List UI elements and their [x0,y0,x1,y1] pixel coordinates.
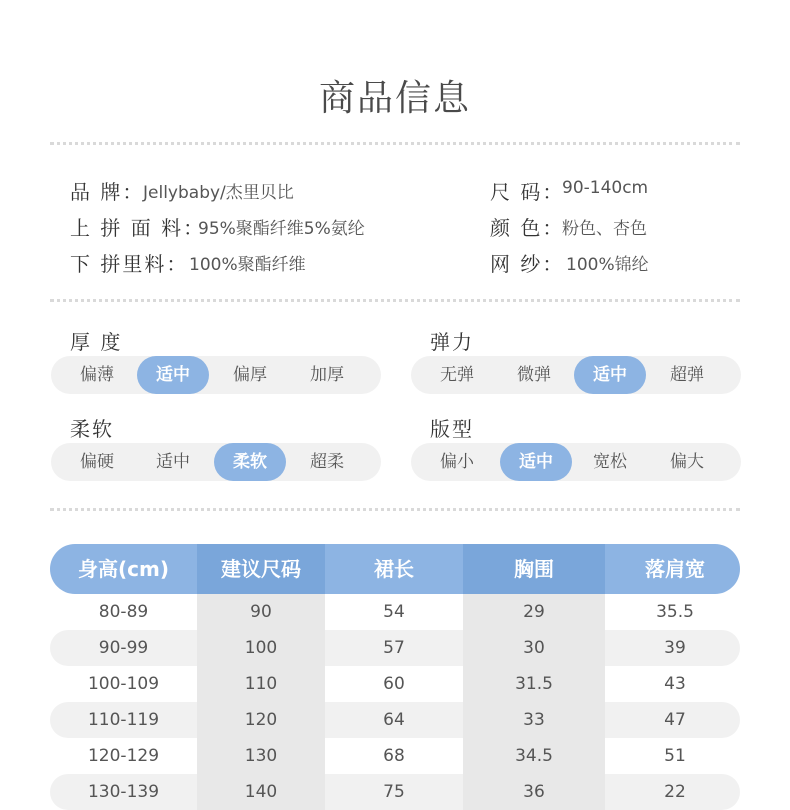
elasticity-option: 微弹 [517,365,551,385]
table-cell: 22 [664,782,686,802]
header-dress-length: 裙长 [374,557,414,581]
dotted-divider [50,508,740,511]
table-cell: 54 [383,602,405,622]
size-value: 90-140cm [562,178,649,198]
header-size: 建议尺码 [221,557,301,581]
table-cell: 90-99 [98,638,149,658]
fit-option: 偏大 [670,452,704,472]
softness-title: 柔软 [70,417,114,441]
softness-scale [51,443,381,481]
thickness-scale [51,356,381,394]
mesh-value: 100%锦纶 [566,255,649,275]
table-cell: 60 [383,674,405,694]
size-label: 尺 码： [490,180,565,204]
softness-option-selected: 柔软 [214,443,286,481]
table-cell: 110 [244,674,278,694]
table-cell: 31.5 [515,674,553,694]
elasticity-scale [411,356,741,394]
table-cell: 33 [523,710,545,730]
table-cell: 30 [523,638,545,658]
mesh-label: 网 纱： [490,252,565,276]
upper-fabric-value: 95%聚酯纤维5%氨纶 [198,219,365,239]
elasticity-option: 超弹 [670,365,704,385]
table-cell: 120 [244,710,278,730]
fit-title: 版型 [430,417,474,441]
elasticity-title: 弹力 [430,330,474,354]
table-cell: 75 [383,782,405,802]
table-cell: 39 [664,638,686,658]
lower-fabric-label: 下 拼里料： [70,252,189,276]
brand-value: Jellybaby/杰里贝比 [143,183,294,203]
fit-option: 偏小 [440,452,474,472]
fit-option-selected: 适中 [500,443,572,481]
table-cell: 110-119 [87,710,160,730]
elasticity-option: 无弹 [440,365,474,385]
thickness-title: 厚 度 [70,330,123,354]
header-chest: 胸围 [514,557,554,581]
softness-option: 超柔 [310,452,344,472]
fit-scale [411,443,741,481]
table-cell: 130-139 [87,782,160,802]
table-cell: 68 [383,746,405,766]
color-value: 粉色、杏色 [562,219,647,239]
table-cell: 130 [244,746,278,766]
table-cell: 51 [664,746,686,766]
brand-label: 品 牌： [70,180,145,204]
table-cell: 35.5 [656,602,694,622]
color-label: 颜 色： [490,216,565,240]
table-cell: 64 [383,710,405,730]
thickness-option: 偏薄 [80,365,114,385]
table-cell: 57 [383,638,405,658]
softness-option: 偏硬 [80,452,114,472]
header-shoulder-width: 落肩宽 [645,557,705,581]
table-cell: 100-109 [87,674,160,694]
table-cell: 34.5 [515,746,553,766]
lower-fabric-value: 100%聚酯纤维 [189,255,306,275]
table-cell: 29 [523,602,545,622]
header-height: 身高(cm) [78,557,169,581]
elasticity-option-selected: 适中 [574,356,646,394]
table-cell: 47 [664,710,686,730]
dotted-divider [50,142,740,145]
dotted-divider [50,299,740,302]
softness-option: 适中 [156,452,190,472]
thickness-option: 偏厚 [233,365,267,385]
thickness-option: 加厚 [310,365,344,385]
table-cell: 36 [523,782,545,802]
table-cell: 80-89 [98,602,149,622]
table-cell: 100 [244,638,278,658]
thickness-option-selected: 适中 [137,356,209,394]
table-cell: 90 [250,602,272,622]
table-cell: 120-129 [87,746,160,766]
table-cell: 140 [244,782,278,802]
fit-option: 宽松 [593,452,627,472]
table-cell: 43 [664,674,686,694]
upper-fabric-label: 上 拼 面 料： [70,216,206,240]
page-title: 商品信息 [318,78,471,119]
